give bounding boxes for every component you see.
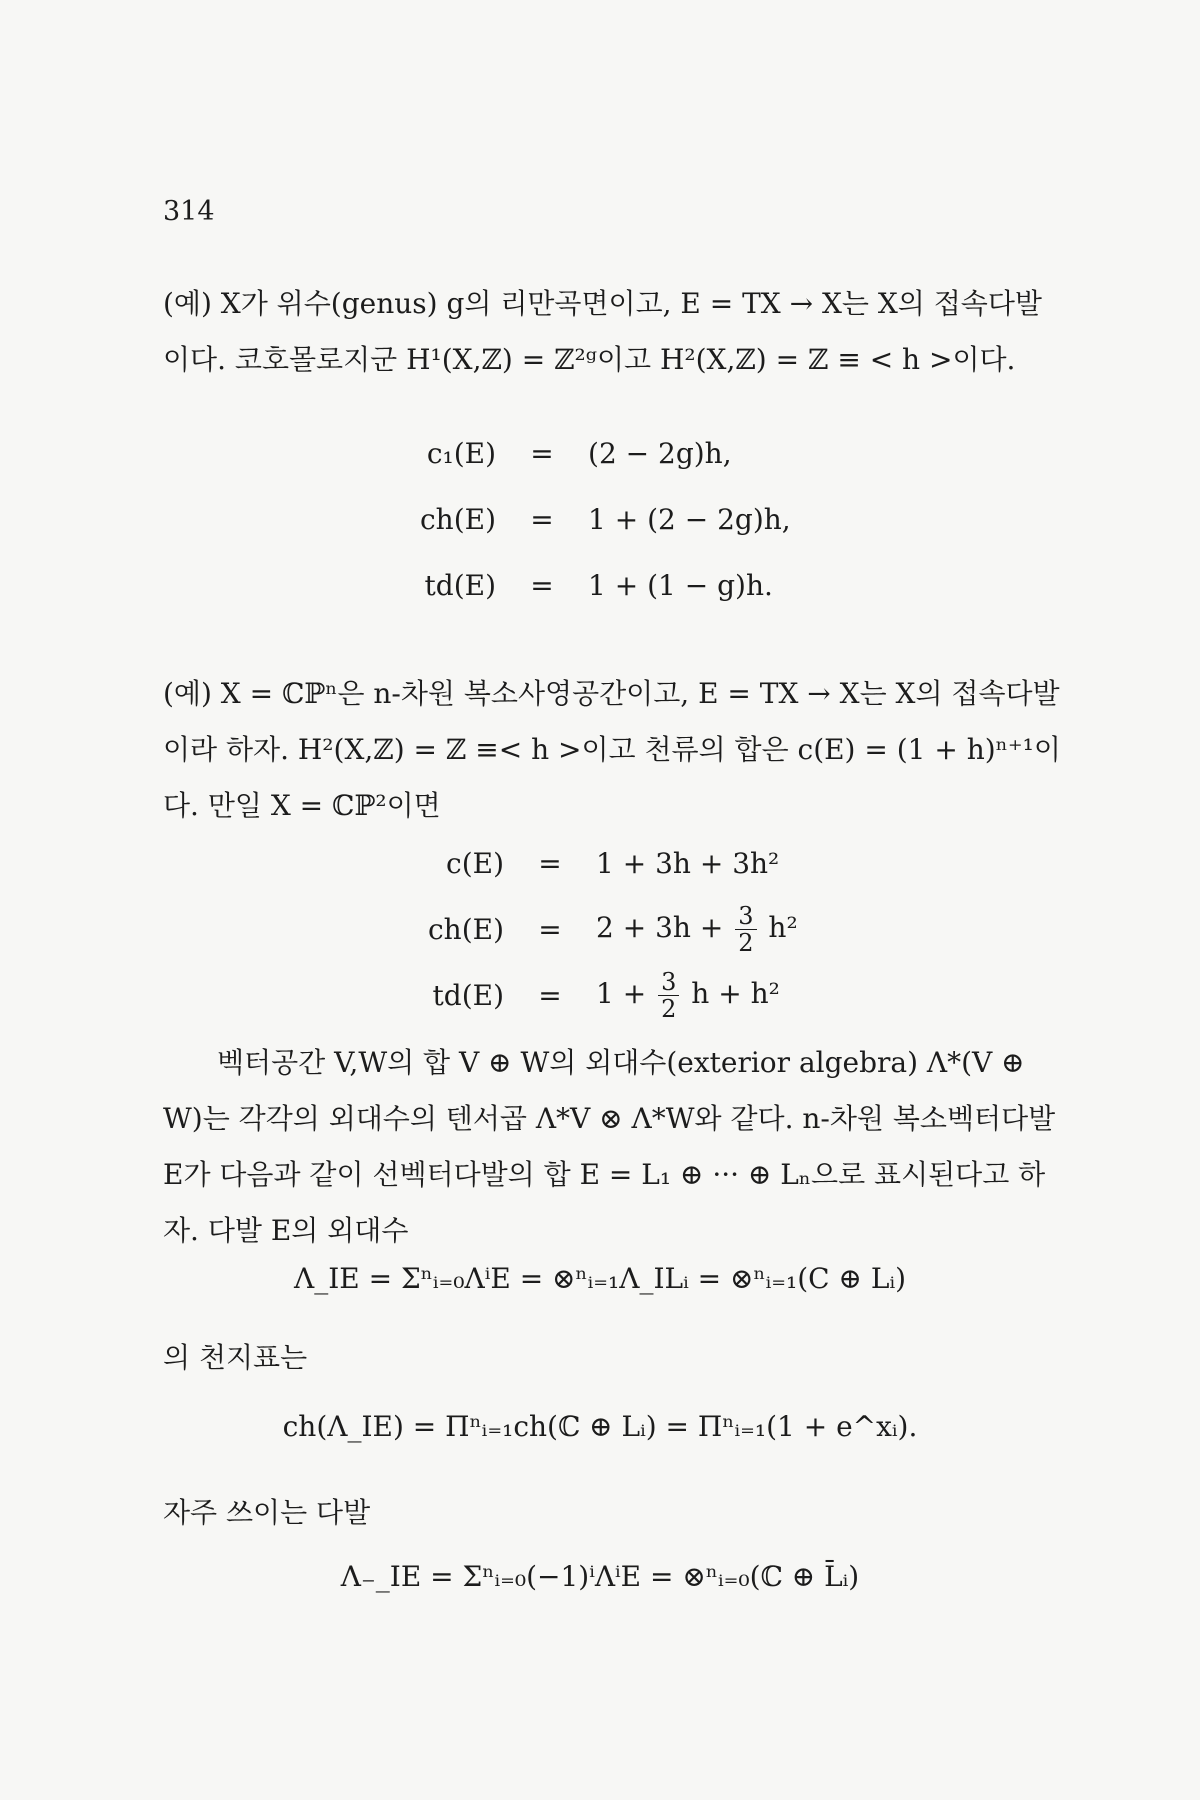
display-equation-2: ch(Λ_IE) = Πⁿᵢ₌₁ch(ℂ ⊕ Lᵢ) = Πⁿᵢ₌₁(1 + e^xᵢ). <box>282 1410 918 1443</box>
example-2-text: (예) X = ℂℙⁿ은 n-차원 복소사영공간이고, E = TX → X는 X의 접속다발이라 하자. H²(X,ℤ) = ℤ ≡< h >이고 천류의 합은 c(E) = (1 + h)ⁿ⁺¹이다. 만일 X = ℂℙ²이면 <box>163 677 1061 822</box>
eq-relation: = <box>530 436 554 470</box>
fraction-denominator: 2 <box>738 928 754 957</box>
eq-lhs: ch(E) <box>428 912 505 946</box>
eq-term: 2 + 3h + <box>596 910 724 944</box>
eq-lhs: c(E) <box>446 846 505 880</box>
fraction <box>658 969 679 1022</box>
example-1-text: (예) X가 위수(genus) g의 리만곡면이고, E = TX → X는 X의 접속다발이다. 코호몰로지군 H¹(X,ℤ) = ℤ²ᵍ이고 H²(X,ℤ) = ℤ ≡ < h >이다. <box>163 287 1042 376</box>
common-bundle-text: 자주 쓰이는 다발 <box>163 1496 371 1529</box>
eq-lhs: td(E) <box>432 978 505 1012</box>
eq-relation: = <box>538 846 562 880</box>
eq-rhs: 1 + (2 − 2g)h, <box>588 502 791 536</box>
fraction-denominator: 2 <box>661 994 677 1023</box>
eq-relation: = <box>530 502 554 536</box>
eq-lhs: td(E) <box>424 568 497 602</box>
eq-relation: = <box>538 978 562 1012</box>
eq-lhs: ch(E) <box>420 502 497 536</box>
display-equation-3: Λ₋_IE = Σⁿᵢ₌₀(−1)ⁱΛⁱE = ⊗ⁿᵢ₌₀(ℂ ⊕ L̄ᵢ) <box>340 1560 860 1593</box>
eq-term: 1 + <box>596 976 647 1010</box>
eq-term: h² <box>768 910 798 944</box>
eq-lhs: c₁(E) <box>426 436 497 470</box>
eq-rhs: 1 + 3h + 3h² <box>596 846 780 880</box>
eq-rhs: 1 + (1 − g)h. <box>588 568 773 602</box>
exterior-algebra-text: 벡터공간 V,W의 합 V ⊕ W의 외대수(exterior algebra) Λ*(V ⊕ W)는 각각의 외대수의 텐서곱 Λ*V ⊗ Λ*W와 같다. n-차원 복소벡터다발 E가 다음과 같이 선벡터다발의 합 E = L₁ ⊕ ··· ⊕ Lₙ으로 표시된다고 하자. 다발 E의 외대수 <box>163 1046 1056 1247</box>
eq-rhs <box>570 962 798 1028</box>
equation-row <box>420 486 791 552</box>
equation-row <box>420 420 791 486</box>
equation-row <box>428 830 798 896</box>
equation-row <box>420 552 791 618</box>
equation-row <box>428 962 798 1028</box>
fraction <box>735 903 756 956</box>
eq-relation: = <box>530 568 554 602</box>
eq-rhs: (2 − 2g)h, <box>588 436 732 470</box>
equation-row <box>428 896 798 962</box>
chern-character-text: 의 천지표는 <box>163 1341 308 1374</box>
fraction-numerator: 3 <box>658 969 679 996</box>
eq-relation: = <box>538 912 562 946</box>
eq-rhs <box>570 896 798 962</box>
equation-block-1 <box>420 420 791 618</box>
page-number: 314 <box>163 196 215 227</box>
eq-term: h + h² <box>691 976 780 1010</box>
display-equation-1: Λ_IE = Σⁿᵢ₌₀ΛⁱE = ⊗ⁿᵢ₌₁Λ_ILᵢ = ⊗ⁿᵢ₌₁(C ⊕ Lᵢ) <box>293 1262 907 1295</box>
fraction-numerator: 3 <box>735 903 756 930</box>
equation-block-2 <box>428 830 798 1028</box>
